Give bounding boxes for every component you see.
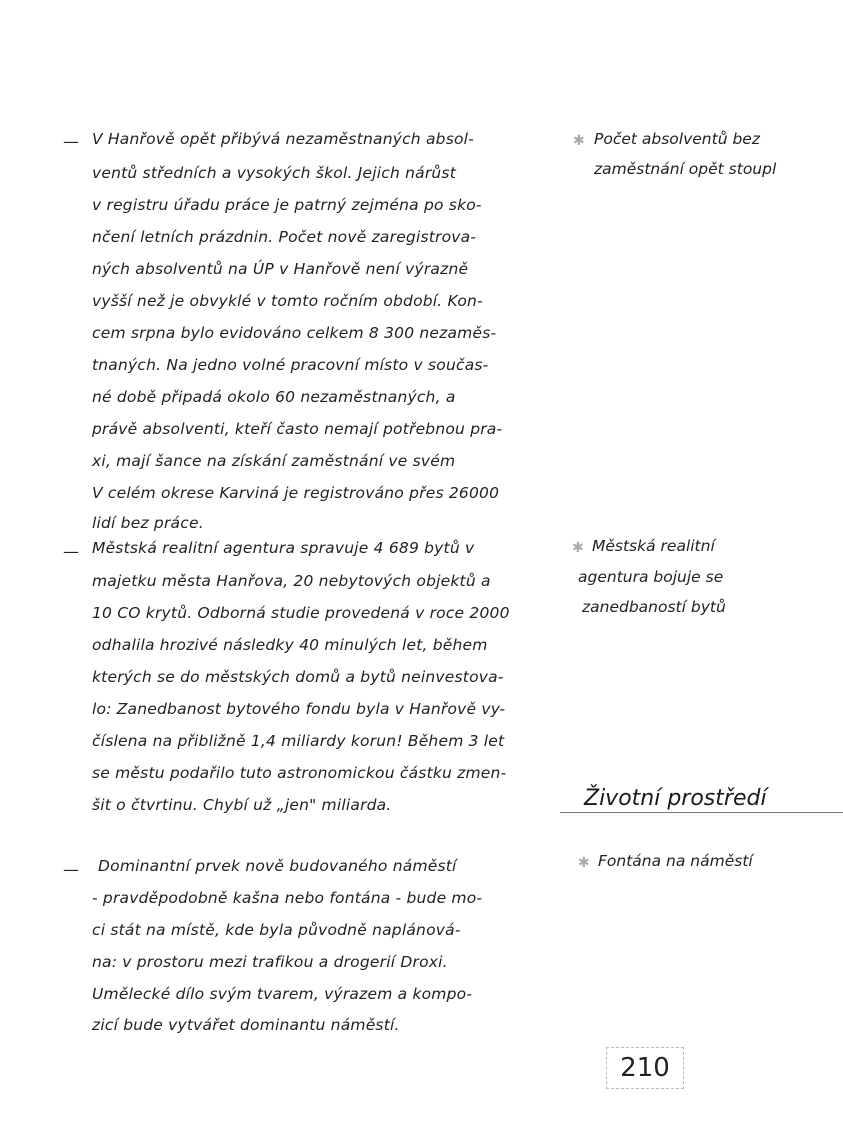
note-line: Městská realitní	[592, 537, 715, 555]
text-line: v registru úřadu práce je patrný zejména po sko-	[92, 196, 482, 214]
text-line: vyšší než je obvyklé v tomto ročním období. Kon-	[92, 292, 483, 310]
text-line: Městská realitní agentura spravuje 4 689 bytů v	[92, 539, 475, 557]
text-line: zicí bude vytvářet dominantu náměstí.	[92, 1016, 400, 1034]
text-line: lo: Zanedbanost bytového fondu byla v Hanřově vy-	[92, 700, 506, 718]
text-line: xi, mají šance na získání zaměstnání ve svém	[92, 452, 456, 470]
text-line: na: v prostoru mezi trafikou a drogerií Droxi.	[92, 953, 448, 971]
text-line: V Hanřově opět přibývá nezaměstnaných absol-	[92, 130, 474, 148]
heading-underline	[560, 812, 843, 813]
text-line: lidí bez práce.	[92, 514, 204, 532]
star-icon: ✱	[573, 133, 585, 149]
text-line: šit o čtvrtinu. Chybí už „jen" miliarda.	[92, 796, 392, 814]
text-line: se městu podařilo tuto astronomickou částku zmen-	[92, 764, 507, 782]
text-line: Umělecké dílo svým tvarem, výrazem a kompo-	[92, 985, 473, 1003]
note-line: Počet absolventů bez	[594, 130, 760, 148]
note-line: Fontána na náměstí	[598, 852, 753, 870]
text-line: odhalila hrozivé následky 40 minulých let, během	[92, 636, 488, 654]
text-line: nčení letních prázdnin. Počet nově zaregistrova-	[92, 228, 477, 246]
text-line: né době připadá okolo 60 nezaměstnaných, a	[92, 388, 456, 406]
text-line: majetku města Hanřova, 20 nebytových objektů a	[92, 572, 491, 590]
text-line: ných absolventů na ÚP v Hanřově není výrazně	[92, 260, 469, 278]
note-line: zanedbaností bytů	[582, 598, 726, 616]
text-line: - pravděpodobně kašna nebo fontána - bude mo-	[92, 889, 483, 907]
text-line: 10 CO krytů. Odborná studie provedená v roce 2000	[92, 604, 510, 622]
text-line: kterých se do městských domů a bytů neinvestova-	[92, 668, 504, 686]
note-line: agentura bojuje se	[578, 568, 724, 586]
text-line: tnaných. Na jedno volné pracovní místo v součas-	[92, 356, 489, 374]
bullet-dash: —	[63, 132, 79, 151]
text-line: číslena na přibližně 1,4 miliardy korun! Během 3 let	[92, 732, 505, 750]
text-line: ci stát na místě, kde byla původně naplánová-	[92, 921, 461, 939]
star-icon: ✱	[572, 540, 584, 556]
text-line: cem srpna bylo evidováno celkem 8 300 nezaměs-	[92, 324, 497, 342]
text-line: Dominantní prvek nově budovaného náměstí	[98, 857, 457, 875]
text-line: ventů středních a vysokých škol. Jejich nárůst	[92, 164, 456, 182]
text-line: právě absolventi, kteří často nemají potřebnou pra-	[92, 420, 503, 438]
bullet-dash: —	[63, 860, 79, 879]
note-line: zaměstnání opět stoupl	[594, 160, 777, 178]
bullet-dash: —	[63, 542, 79, 561]
text-line: V celém okrese Karviná je registrováno přes 26000	[92, 484, 500, 502]
page-number: 210	[606, 1047, 684, 1089]
section-heading: Životní prostředí	[584, 786, 767, 811]
star-icon: ✱	[578, 855, 590, 871]
